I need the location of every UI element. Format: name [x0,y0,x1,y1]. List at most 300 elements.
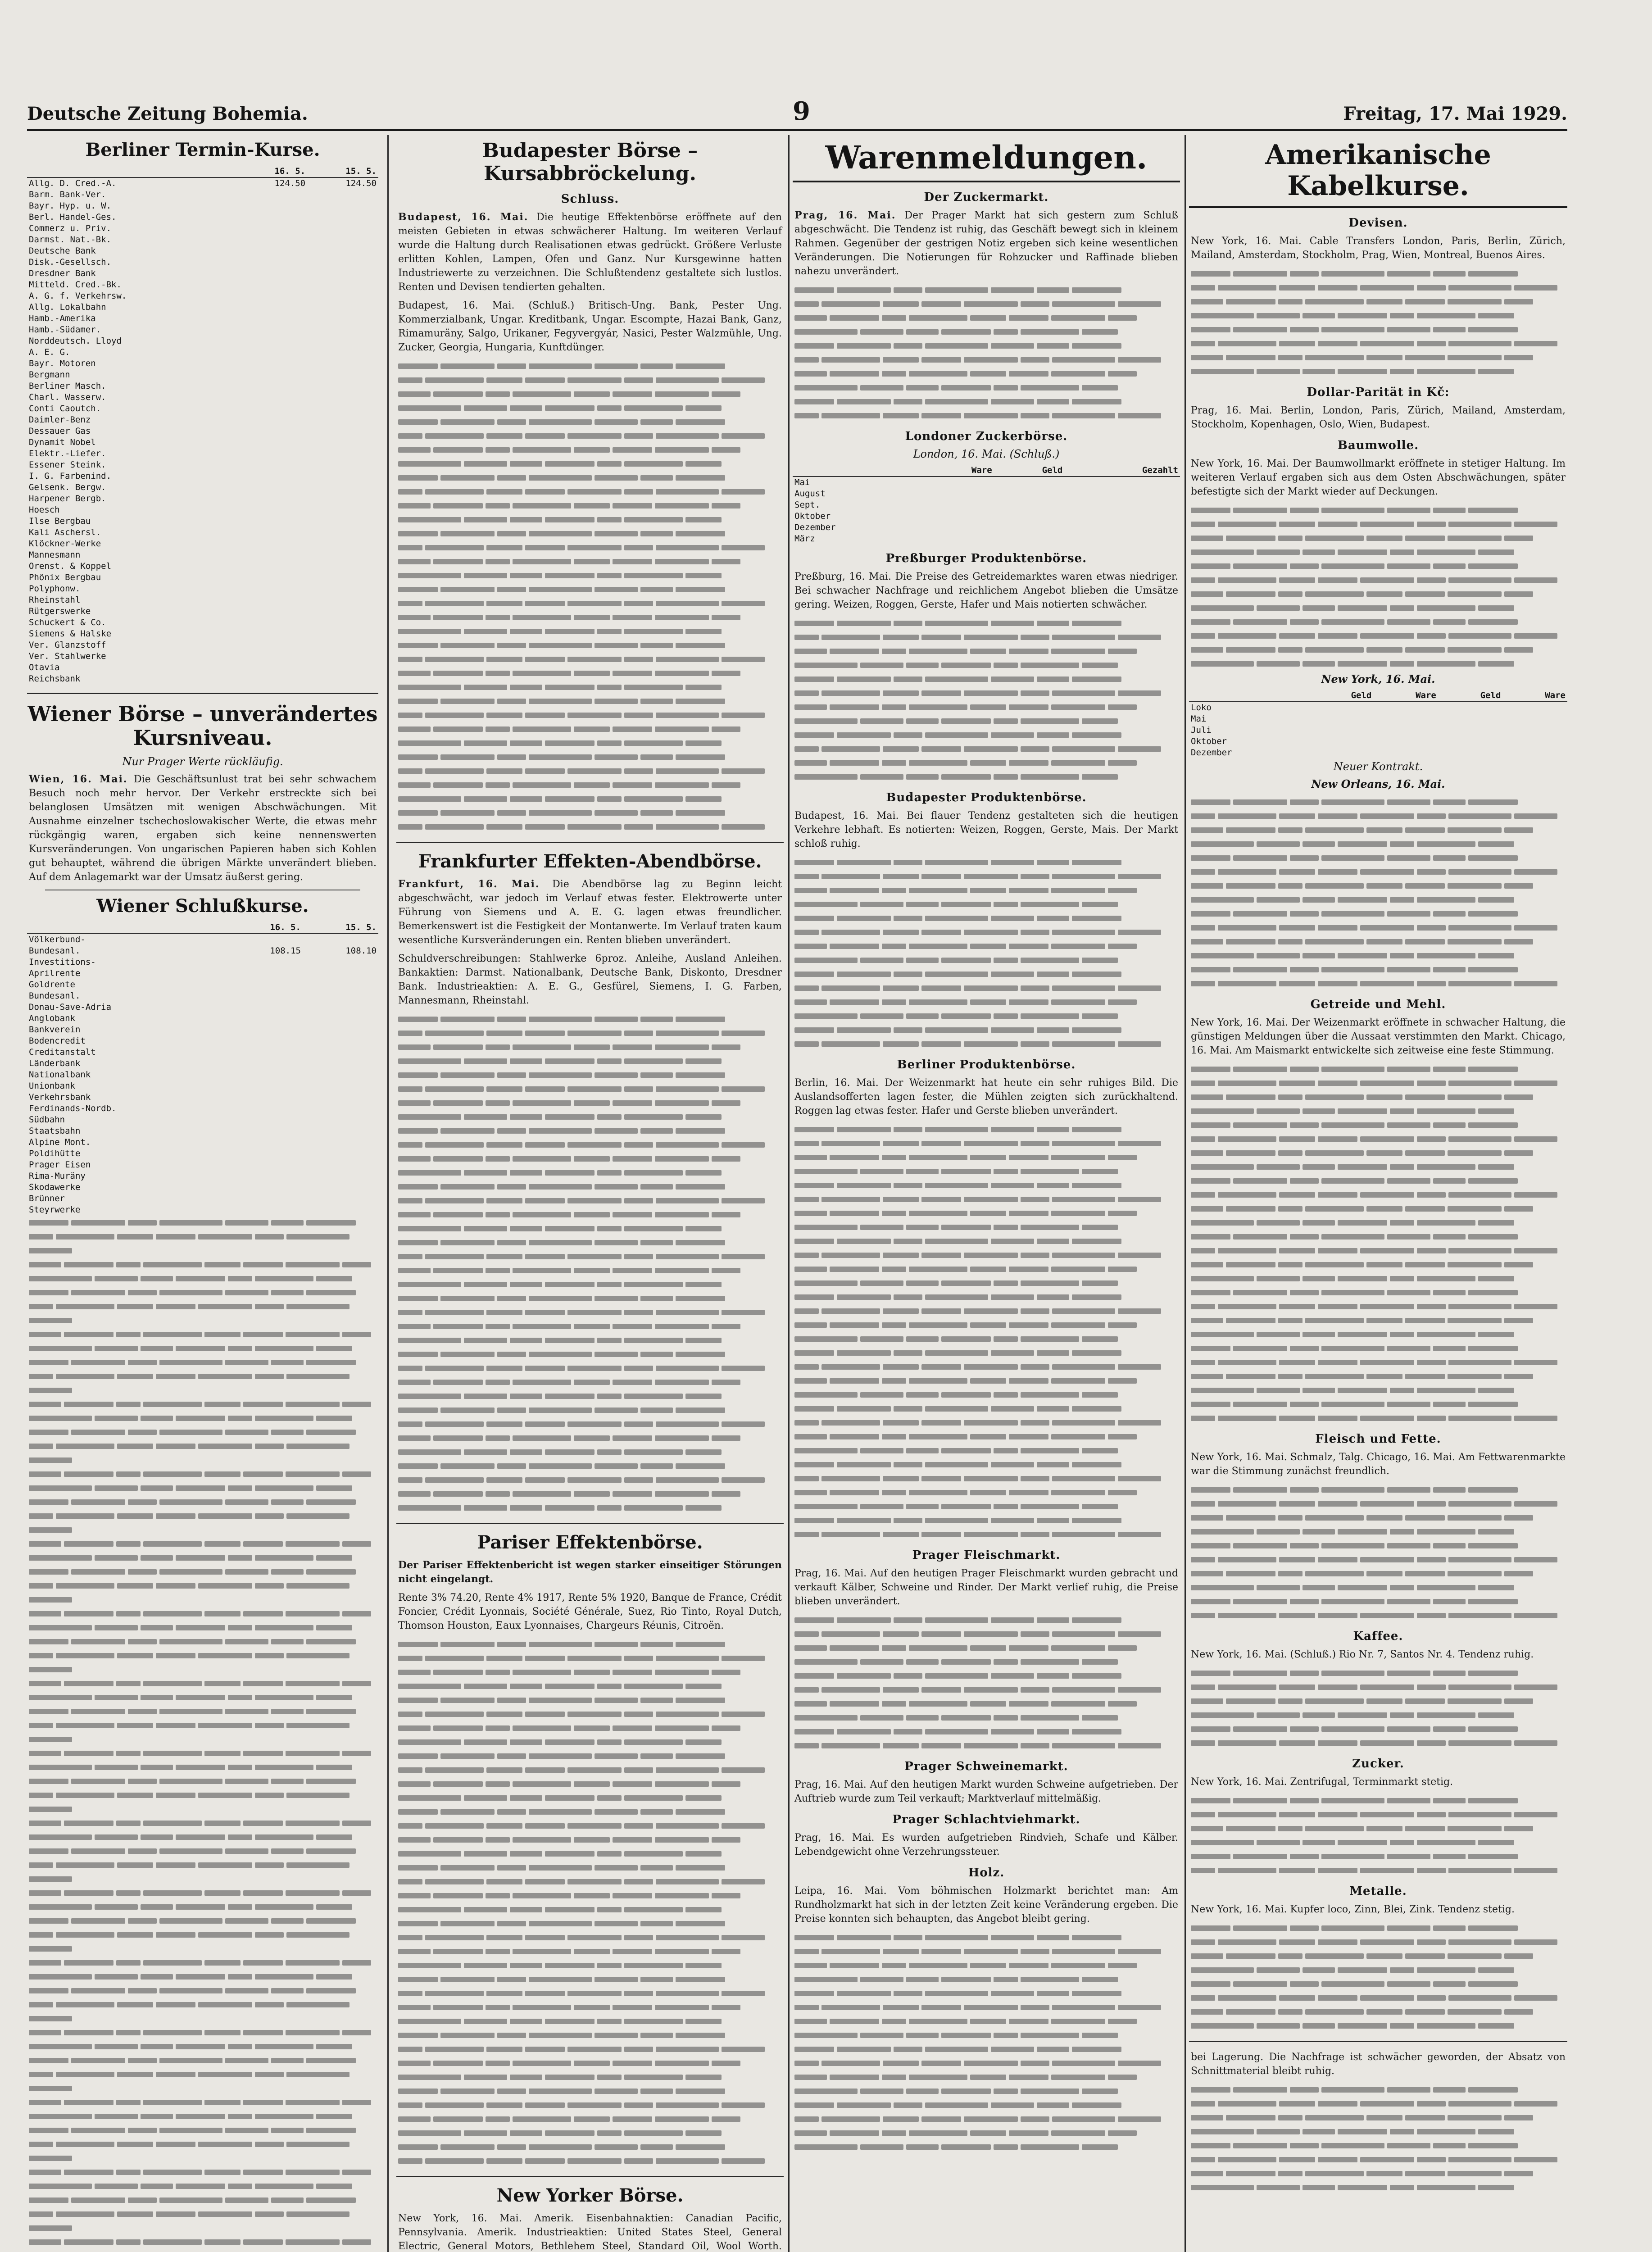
word-placeholder [595,1352,638,1357]
word-placeholder [1108,315,1137,321]
word-placeholder [156,1723,195,1728]
text-line-placeholder [29,1718,377,1746]
word-placeholder [286,1653,349,1658]
row-label: Schuckert & Co. [29,617,106,627]
word-placeholder [306,2198,356,2203]
word-placeholder [595,1408,638,1413]
word-placeholder [1021,1659,1079,1665]
word-placeholder [794,1631,819,1637]
word-placeholder [994,1392,1018,1398]
table-row [27,1103,378,1114]
word-placeholder [1021,2005,1049,2010]
word-placeholder [1009,1155,1048,1160]
word-placeholder [595,1977,638,1982]
word-placeholder [921,2061,961,2066]
cell-value [236,482,307,493]
word-placeholder [1021,1280,1079,1286]
word-placeholder [1318,1416,1357,1421]
baumwolle-text: New York, 16. Mai. Der Baumwollmarkt eröffnete in stetiger Haltung. Im weiteren Verlauf ergaben sich aus dem Osten Abschwächungen, später befestigte sich der Markt wieder auf Deckungen. [1191,458,1566,497]
word-placeholder [228,1904,252,1910]
word-placeholder [286,2100,340,2105]
word-placeholder [1366,299,1402,304]
text-line-placeholder [1191,976,1566,990]
word-placeholder [655,1156,709,1162]
word-placeholder [722,713,765,718]
word-placeholder [440,699,495,704]
word-placeholder [1218,925,1276,931]
word-placeholder [433,1893,483,1898]
word-placeholder [440,2144,495,2150]
word-placeholder [1504,1262,1533,1267]
word-placeholder [1504,1374,1533,1379]
word-placeholder [1051,704,1105,710]
word-placeholder [994,902,1018,907]
word-placeholder [255,1974,313,1980]
word-placeholder [656,1310,719,1315]
word-placeholder [640,531,673,536]
word-placeholder [1072,1617,1121,1623]
word-placeholder [794,1336,858,1342]
word-placeholder [1321,1543,1384,1548]
word-placeholder [894,677,922,682]
word-placeholder [624,1338,683,1343]
word-placeholder [1279,981,1315,986]
word-placeholder [29,1653,53,1658]
word-placeholder [883,1041,919,1047]
word-placeholder [433,391,483,397]
word-placeholder [964,1253,1018,1258]
word-placeholder [1118,2005,1161,2010]
word-placeholder [486,391,510,397]
text-line-placeholder [29,2025,377,2039]
word-placeholder [176,1416,225,1421]
word-placeholder [821,413,880,418]
word-placeholder [1021,1476,1049,1481]
word-placeholder [597,740,622,746]
word-placeholder [1338,313,1387,318]
word-placeholder [1218,1501,1276,1507]
word-placeholder [883,1253,919,1258]
word-placeholder [1318,1812,1357,1817]
word-placeholder [128,1220,157,1226]
word-placeholder [712,1380,740,1385]
text-line-placeholder [398,1417,782,1431]
word-placeholder [1360,2157,1414,2162]
text-line-placeholder [398,1221,782,1235]
text-line-placeholder [398,415,782,429]
word-placeholder [1191,1206,1223,1212]
word-placeholder [286,2030,340,2035]
text-line-placeholder [794,1416,1178,1430]
word-placeholder [1390,549,1414,555]
word-placeholder [1387,799,1430,805]
word-placeholder [1290,1402,1319,1407]
text-line-placeholder [794,1206,1178,1220]
word-placeholder [1387,1234,1430,1240]
table-row [27,945,378,957]
word-placeholder [1108,1645,1137,1651]
word-placeholder [1191,2129,1254,2134]
text-line-placeholder [794,353,1178,367]
word-placeholder [894,621,922,626]
word-placeholder [906,774,939,780]
word-placeholder [921,985,961,991]
word-placeholder [1318,1557,1357,1562]
word-placeholder [486,1477,522,1483]
word-placeholder [545,1907,595,1912]
cell-value [227,1035,303,1047]
word-placeholder [433,1324,483,1329]
word-placeholder [29,2002,53,2007]
word-placeholder [1387,508,1430,513]
word-placeholder [529,2089,592,2094]
word-placeholder [1191,1501,1215,1507]
word-placeholder [1226,1953,1275,1959]
word-placeholder [597,461,622,467]
word-placeholder [143,2100,202,2105]
word-placeholder [655,1100,709,1106]
warenmeldungen-heading: Warenmeldungen. [793,140,1180,182]
word-placeholder [510,2019,542,2024]
word-placeholder [1468,855,1518,861]
unreadable-text [794,1930,1178,2154]
cell-value [303,990,378,1002]
word-placeholder [894,1406,922,1412]
word-placeholder [159,2058,222,2063]
word-placeholder [243,2030,283,2035]
word-placeholder [497,531,526,536]
word-placeholder [1278,591,1303,597]
word-placeholder [433,1212,483,1217]
cell-value [236,651,307,662]
word-placeholder [994,329,1018,335]
word-placeholder [529,475,592,481]
cell-value [236,493,307,504]
word-placeholder [1387,2087,1430,2093]
word-placeholder [567,489,622,495]
word-placeholder [1082,329,1118,335]
text-line-placeholder [1191,559,1566,573]
word-placeholder [545,405,595,411]
word-placeholder [1191,981,1215,986]
word-placeholder [1366,1953,1402,1959]
text-line-placeholder [1191,350,1566,364]
word-placeholder [228,1695,252,1700]
word-placeholder [117,1862,153,1868]
cell-value [307,403,378,414]
word-placeholder [497,1809,526,1815]
word-placeholder [1360,1939,1414,1945]
word-placeholder [225,2058,268,2063]
word-placeholder [1390,2185,1414,2190]
word-placeholder [1226,1318,1275,1323]
word-placeholder [95,1416,138,1421]
word-placeholder [141,1765,173,1770]
word-placeholder [970,1490,1006,1495]
word-placeholder [204,1890,241,1896]
cell-value [1373,736,1438,747]
word-placeholder [1448,1360,1511,1365]
cell-value [994,511,1065,522]
word-placeholder [1279,1868,1315,1873]
word-placeholder [1082,2089,1118,2094]
word-placeholder [1191,271,1230,277]
word-placeholder [286,1374,349,1379]
word-placeholder [722,1366,765,1371]
word-placeholder [1433,1178,1466,1184]
word-placeholder [925,732,988,738]
word-placeholder [255,2142,284,2147]
word-placeholder [29,1751,61,1756]
word-placeholder [1448,1248,1511,1253]
word-placeholder [656,1031,719,1036]
word-placeholder [425,1421,484,1427]
word-placeholder [243,2239,283,2245]
word-placeholder [567,1366,622,1371]
table-row [793,488,1180,499]
word-placeholder [64,2030,113,2035]
word-placeholder [1405,883,1445,889]
word-placeholder [497,2089,526,2094]
word-placeholder [225,1290,268,1295]
word-placeholder [464,1449,507,1455]
word-placeholder [894,732,922,738]
word-placeholder [794,1715,858,1721]
row-label: Rima-Muräny [29,1171,86,1181]
word-placeholder [1478,2185,1514,2190]
word-placeholder [1318,869,1357,875]
word-placeholder [685,1058,722,1064]
word-placeholder [425,1198,484,1203]
table-row [27,347,378,358]
text-line-placeholder [29,1886,377,1900]
word-placeholder [1233,855,1287,861]
word-placeholder [398,810,438,816]
word-placeholder [1191,1416,1215,1421]
word-placeholder [1405,591,1445,597]
word-placeholder [1448,2009,1502,2015]
cell-value [236,234,307,245]
text-line-placeholder [794,2070,1178,2084]
cell-value [303,1159,378,1171]
word-placeholder [486,1725,510,1731]
word-placeholder [398,1491,431,1497]
word-placeholder [597,796,622,802]
row-label: Sept. [794,499,821,510]
word-placeholder [567,1031,622,1036]
word-placeholder [525,1991,565,1996]
word-placeholder [1338,1967,1387,1973]
word-placeholder [1468,1402,1518,1407]
word-placeholder [128,2128,157,2133]
table-row [27,313,378,324]
word-placeholder [882,1490,906,1495]
word-placeholder [1191,369,1254,374]
word-placeholder [510,1338,542,1343]
text-line-placeholder [398,1110,782,1124]
word-placeholder [1279,2157,1315,2162]
text-line-placeholder [1191,322,1566,336]
word-placeholder [286,2142,349,2147]
word-placeholder [1478,953,1514,958]
cell-value [307,426,378,437]
text-line-placeholder [794,339,1178,353]
word-placeholder [624,1656,653,1661]
word-placeholder [821,1141,880,1146]
word-placeholder [595,419,638,425]
word-placeholder [909,704,967,710]
text-line-placeholder [29,1216,377,1230]
word-placeholder [1390,1840,1414,1845]
text-line-placeholder [1191,1849,1566,1863]
word-placeholder [1290,1487,1319,1493]
row-label: Bergmann [29,370,70,380]
word-placeholder [964,690,1018,696]
word-placeholder [921,1743,961,1748]
word-placeholder [398,517,461,522]
word-placeholder [29,1611,61,1616]
text-line-placeholder [398,1305,782,1319]
word-placeholder [1226,1094,1275,1100]
word-placeholder [1278,647,1303,653]
word-placeholder [255,1304,284,1309]
word-placeholder [29,2225,72,2231]
text-line-placeholder [398,387,782,401]
word-placeholder [29,1765,92,1770]
word-placeholder [243,1960,283,1966]
word-placeholder [1279,813,1315,819]
word-placeholder [398,1712,422,1717]
word-placeholder [1082,2033,1118,2038]
word-placeholder [510,1795,542,1801]
word-placeholder [1338,1585,1387,1590]
word-placeholder [1468,1726,1518,1732]
word-placeholder [906,1225,939,1230]
word-placeholder [656,1991,719,1996]
row-label: August [794,488,826,499]
word-placeholder [128,1918,157,1924]
word-placeholder [486,1212,510,1217]
word-placeholder [525,377,565,383]
word-placeholder [994,1013,1018,1019]
word-placeholder [1303,2129,1335,2134]
word-placeholder [1191,1543,1230,1548]
word-placeholder [624,1505,683,1511]
text-line-placeholder [1191,1580,1566,1594]
word-placeholder [1468,1346,1518,1351]
row-label: Investitions- [29,957,96,967]
word-placeholder [29,1569,68,1575]
word-placeholder [1279,633,1315,639]
word-placeholder [1290,619,1319,625]
word-placeholder [1417,605,1475,611]
word-placeholder [117,1932,153,1938]
word-placeholder [306,2058,356,2063]
text-line-placeholder [794,2140,1178,2154]
text-line-placeholder [1191,295,1566,309]
word-placeholder [1417,522,1446,527]
cell-value [236,549,307,561]
metalle-text: New York, 16. Mai. Kupfer loco, Zinn, Blei, Zink. Tendenz stetig. [1191,1904,1515,1915]
row-label: Rütgerswerke [29,606,91,616]
word-placeholder [595,2144,638,2150]
word-placeholder [1233,1122,1287,1128]
text-line-placeholder [398,694,782,708]
word-placeholder [128,1639,157,1644]
word-placeholder [95,1625,138,1630]
word-placeholder [1051,999,1105,1005]
word-placeholder [398,1380,431,1385]
word-placeholder [141,1974,173,1980]
word-placeholder [794,301,819,307]
word-placeholder [656,1421,719,1427]
word-placeholder [906,1977,939,1982]
word-placeholder [510,1505,542,1511]
word-placeholder [1278,1094,1303,1100]
word-placeholder [433,2061,483,2066]
table-row [1189,736,1567,747]
word-placeholder [1318,1136,1357,1142]
word-placeholder [1303,1840,1335,1845]
word-placeholder [398,1226,461,1231]
word-placeholder [921,874,961,879]
word-placeholder [29,1416,92,1421]
word-placeholder [159,1290,222,1295]
word-placeholder [994,663,1018,668]
word-placeholder [994,1169,1018,1174]
word-placeholder [1191,869,1215,875]
word-placeholder [1318,1501,1357,1507]
word-placeholder [613,1491,652,1497]
word-placeholder [1021,746,1049,752]
cell-value [1064,511,1180,522]
column-header: 15. 5. [307,166,378,177]
text-line-placeholder [1191,1355,1566,1369]
word-placeholder [794,1673,834,1679]
word-placeholder [1360,1304,1414,1309]
word-placeholder [1405,299,1445,304]
word-placeholder [398,587,438,592]
word-placeholder [882,1211,906,1216]
word-placeholder [529,1352,592,1357]
word-placeholder [1290,508,1319,513]
word-placeholder [624,1991,653,1996]
word-placeholder [497,1753,526,1759]
text-line-placeholder [1191,1258,1566,1271]
word-placeholder [1226,1374,1275,1379]
word-placeholder [513,1324,571,1329]
text-line-placeholder [398,373,782,387]
word-placeholder [883,413,919,418]
page-number: 9 [793,96,810,126]
word-placeholder [1514,2101,1557,2107]
word-placeholder [1226,299,1275,304]
word-placeholder [991,916,1034,921]
word-placeholder [1009,944,1048,949]
word-placeholder [486,671,510,676]
word-placeholder [1021,301,1049,307]
word-placeholder [567,1254,622,1259]
divider [27,693,378,694]
word-placeholder [529,1072,592,1078]
word-placeholder [1021,1392,1079,1398]
cell-value [303,1047,378,1058]
word-placeholder [1448,1416,1511,1421]
word-placeholder [595,531,638,536]
word-placeholder [1191,1812,1215,1817]
word-placeholder [116,2239,141,2245]
word-placeholder [1514,1557,1557,1562]
